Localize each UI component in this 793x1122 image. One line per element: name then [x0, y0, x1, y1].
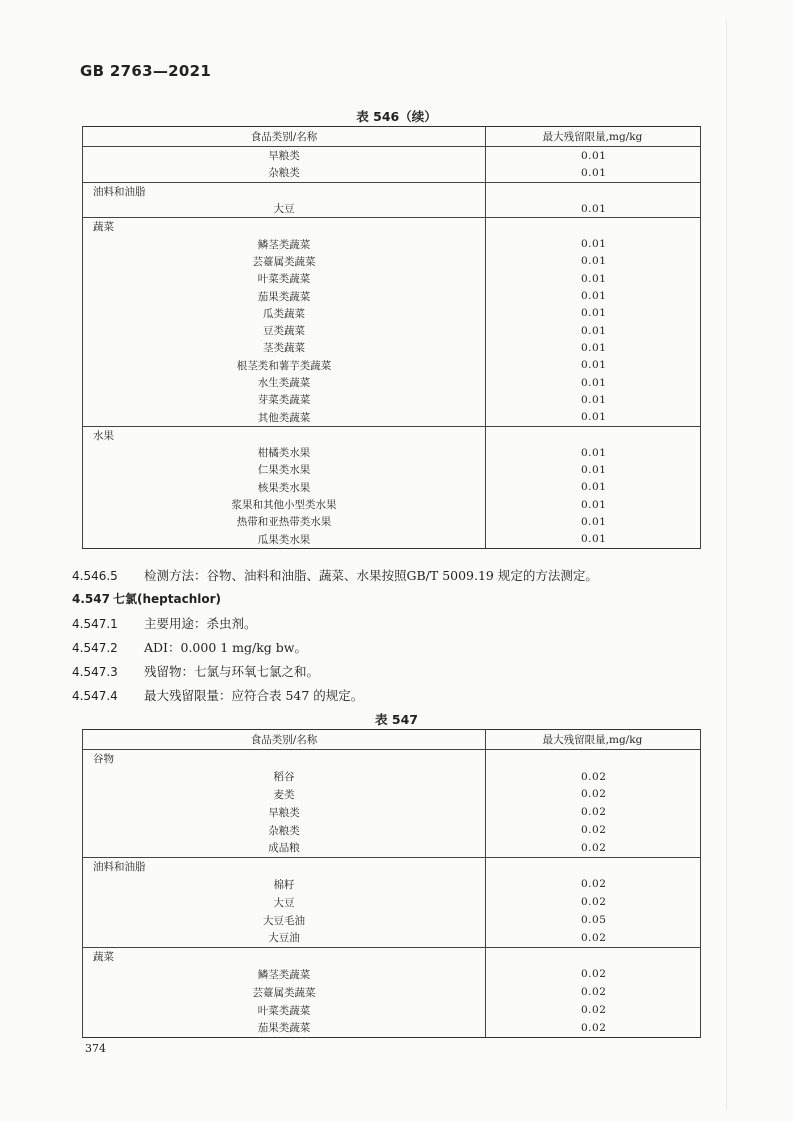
clause-number: 4.547.3 [72, 665, 118, 679]
mrl-value: 0.02 [581, 1004, 607, 1017]
food-name: 稻谷 [273, 771, 295, 784]
table-row [83, 839, 700, 857]
table-row [83, 893, 700, 911]
food-name: 叶菜类蔬菜 [257, 1004, 311, 1017]
paragraph-4-547 [72, 590, 221, 607]
table-row [83, 479, 700, 496]
mrl-value: 0.02 [581, 1021, 607, 1034]
food-name: 茄果类蔬菜 [257, 290, 311, 303]
table-row [83, 768, 700, 786]
food-name: 鳞茎类蔬菜 [257, 968, 311, 981]
table-row [83, 966, 700, 984]
table-row [83, 374, 700, 391]
mrl-value: 0.02 [581, 841, 607, 854]
category-name: 谷物 [93, 753, 114, 766]
food-name: 其他类蔬菜 [257, 411, 311, 424]
table-547 [82, 729, 701, 1038]
mrl-value: 0.01 [581, 446, 607, 459]
category-row [83, 218, 700, 235]
table-row [83, 821, 700, 839]
mrl-value: 0.05 [581, 914, 607, 927]
category-row [83, 858, 700, 876]
table-row [83, 322, 700, 339]
table-row [83, 513, 700, 530]
table-row [83, 929, 700, 947]
mrl-value: 0.01 [581, 149, 607, 162]
table-row [83, 339, 700, 356]
page-number: 374 [85, 1042, 106, 1055]
mrl-value: 0.02 [581, 968, 607, 981]
clause-number: 4.547.2 [72, 641, 118, 655]
mrl-value: 0.01 [581, 463, 607, 476]
table-row [83, 235, 700, 252]
header-food-category: 食品类别/名称 [250, 734, 318, 746]
mrl-value: 0.01 [581, 411, 607, 424]
clause-text: 最大残留限量：应符合表 547 的规定。 [144, 688, 364, 703]
mrl-value: 0.01 [581, 341, 607, 354]
table-row [83, 253, 700, 270]
food-name: 仁果类水果 [257, 464, 311, 477]
table-row [83, 305, 700, 322]
food-name: 茄果类蔬菜 [257, 1022, 311, 1035]
table-row [83, 287, 700, 304]
paragraph-4-547-2 [72, 638, 307, 656]
category-group [83, 948, 700, 1037]
mrl-value: 0.01 [581, 166, 607, 179]
mrl-value: 0.02 [581, 986, 607, 999]
table-row [83, 357, 700, 374]
food-name: 浆果和其他小型类水果 [231, 499, 337, 512]
category-group [83, 183, 700, 219]
food-name: 麦类 [273, 788, 295, 801]
mrl-value: 0.01 [581, 290, 607, 303]
table-header [83, 730, 700, 750]
column-divider [485, 730, 486, 1037]
food-name: 棉籽 [273, 878, 295, 891]
table-row [83, 983, 700, 1001]
table-546-caption: 表 546（续） [356, 109, 437, 124]
table-row [83, 200, 700, 217]
mrl-value: 0.01 [581, 515, 607, 528]
food-name: 豆类蔬菜 [263, 325, 305, 338]
food-name: 杂粮类 [268, 167, 300, 180]
category-row [83, 183, 700, 200]
clause-number: 4.546.5 [72, 569, 118, 583]
clause-text: 主要用途：杀虫剂。 [144, 616, 257, 631]
clause-number: 4.547.4 [72, 689, 118, 703]
category-group [83, 858, 700, 948]
category-row [83, 427, 700, 444]
category-group [83, 147, 700, 183]
food-name: 水生类蔬菜 [257, 377, 311, 389]
food-name: 瓜类蔬菜 [263, 307, 305, 320]
header-max-residue-limit: 最大残留限量,mg/kg [542, 734, 643, 746]
clause-number: 4.547.1 [72, 617, 118, 631]
category-name: 油料和油脂 [93, 861, 146, 874]
table-header [83, 127, 700, 147]
mrl-value: 0.01 [581, 359, 607, 372]
table-row [83, 531, 700, 548]
mrl-value: 0.01 [581, 481, 607, 494]
table-546 [82, 126, 701, 549]
mrl-value: 0.02 [581, 824, 607, 837]
scan-shadow-line [726, 20, 727, 1110]
table-547-caption: 表 547 [375, 712, 418, 727]
table-row [83, 1019, 700, 1037]
table-row [83, 496, 700, 513]
clause-text: 残留物：七氯与环氧七氯之和。 [144, 664, 320, 679]
food-name: 核果类水果 [257, 481, 311, 494]
mrl-value: 0.01 [581, 376, 607, 389]
column-divider [485, 127, 486, 548]
mrl-value: 0.01 [581, 272, 607, 285]
food-name: 热带和亚热带类水果 [236, 516, 332, 529]
table-row [83, 270, 700, 287]
food-name: 瓜果类水果 [257, 533, 311, 546]
food-name: 大豆 [273, 896, 295, 909]
food-name: 大豆 [273, 203, 295, 216]
food-name: 芸薹属类蔬菜 [252, 986, 316, 999]
mrl-value: 0.02 [581, 931, 607, 944]
mrl-value: 0.02 [581, 878, 607, 891]
food-name: 芸薹属类蔬菜 [252, 255, 316, 268]
category-group [83, 750, 700, 858]
mrl-value: 0.01 [581, 255, 607, 268]
mrl-value: 0.01 [581, 393, 607, 406]
clause-text: 检测方法：谷物、油料和油脂、蔬菜、水果按照GB/T 5009.19 规定的方法测定。 [144, 568, 598, 583]
category-group [83, 218, 700, 427]
mrl-value: 0.02 [581, 806, 607, 819]
mrl-value: 0.02 [581, 788, 607, 801]
food-name: 根茎类和薯芋类蔬菜 [236, 359, 332, 372]
clause-title: 七氯(heptachlor) [113, 592, 222, 606]
food-name: 芽菜类蔬菜 [257, 394, 311, 407]
clause-number: 4.547 [72, 592, 110, 606]
clause-text: ADI：0.000 1 mg/kg bw。 [144, 640, 307, 655]
table-body [83, 147, 700, 548]
category-name: 蔬菜 [93, 951, 114, 964]
category-name: 水果 [93, 429, 114, 442]
table-row [83, 876, 700, 894]
mrl-value: 0.01 [581, 324, 607, 337]
table-row [83, 147, 700, 164]
table-row [83, 1001, 700, 1019]
table-row [83, 803, 700, 821]
table-row [83, 461, 700, 478]
category-row [83, 750, 700, 768]
food-name: 叶菜类蔬菜 [257, 273, 311, 286]
food-name: 旱粮类 [268, 150, 300, 163]
food-name: 旱粮类 [268, 806, 300, 819]
table-row [83, 408, 700, 425]
paragraph-4-547-1 [72, 614, 257, 632]
header-max-residue-limit: 最大残留限量,mg/kg [542, 131, 643, 143]
category-group [83, 427, 700, 548]
food-name: 大豆毛油 [263, 914, 305, 927]
mrl-value: 0.02 [581, 770, 607, 783]
paragraph-4-546-5 [72, 566, 598, 584]
paragraph-4-547-4 [72, 686, 363, 704]
mrl-value: 0.01 [581, 202, 607, 215]
header-food-category: 食品类别/名称 [250, 131, 318, 143]
standard-code: GB 2763—2021 [80, 62, 212, 80]
category-row [83, 948, 700, 966]
food-name: 成品粮 [268, 842, 300, 855]
food-name: 柑橘类水果 [257, 447, 311, 460]
mrl-value: 0.01 [581, 498, 607, 511]
table-row [83, 444, 700, 461]
food-name: 茎类蔬菜 [263, 342, 305, 355]
table-row [83, 164, 700, 181]
mrl-value: 0.01 [581, 533, 607, 546]
table-row [83, 391, 700, 408]
table-row [83, 786, 700, 804]
food-name: 大豆油 [268, 932, 300, 945]
table-body [83, 750, 700, 1037]
category-name: 油料和油脂 [93, 185, 146, 198]
mrl-value: 0.01 [581, 307, 607, 320]
mrl-value: 0.02 [581, 896, 607, 909]
food-name: 鳞茎类蔬菜 [257, 238, 311, 251]
paragraph-4-547-3 [72, 662, 319, 680]
food-name: 杂粮类 [268, 824, 300, 837]
category-name: 蔬菜 [93, 221, 114, 234]
mrl-value: 0.01 [581, 238, 607, 251]
table-row [83, 911, 700, 929]
